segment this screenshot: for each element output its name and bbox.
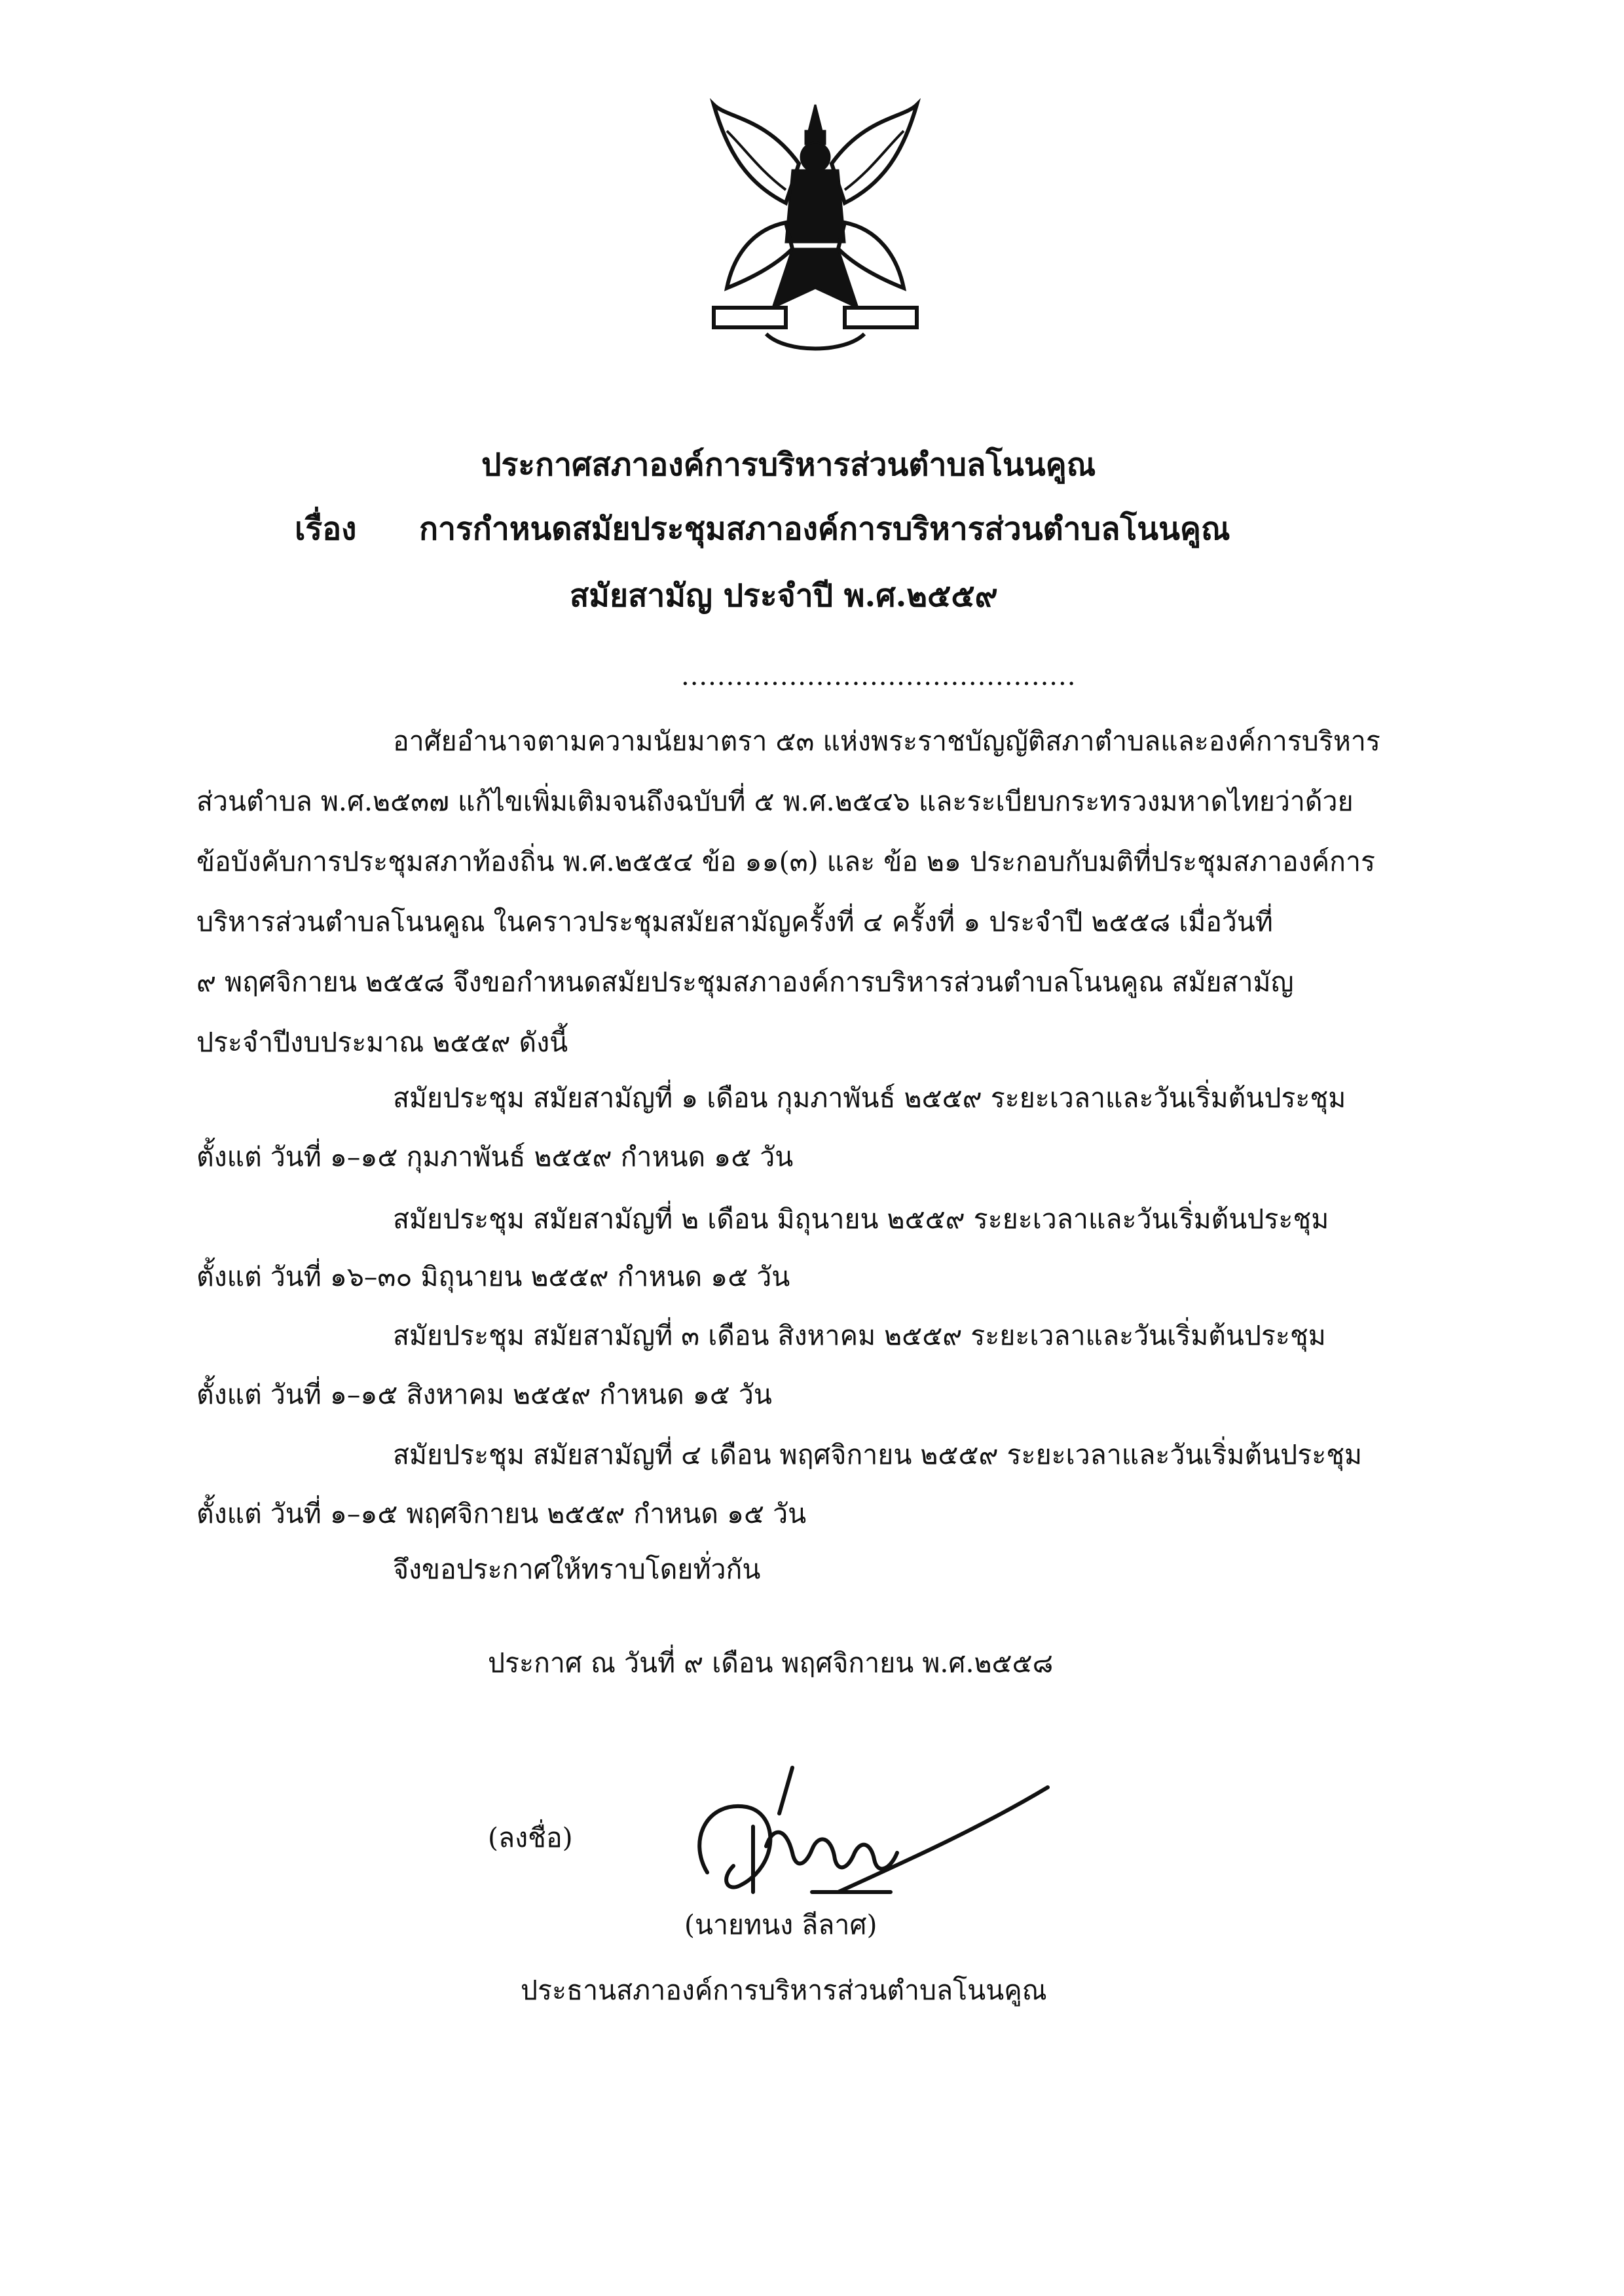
heading-separator: ............................................ — [681, 661, 1077, 691]
closing-text: จึงขอประกาศให้ทราบโดยทั่วกัน — [393, 1554, 761, 1585]
session-1-line2: ตั้งแต่ วันที่ ๑–๑๕ กุมภาพันธ์ ๒๕๕๙ กำหนด ๑๕ วัน — [196, 1141, 794, 1173]
garuda-emblem-icon — [688, 92, 943, 367]
subject-label: เรื่อง — [295, 511, 357, 547]
signature-label: (ลงชื่อ) — [488, 1822, 573, 1853]
announcement-date: ประกาศ ณ วันที่ ๙ เดือน พฤศจิกายน พ.ศ.๒๕๕๘ — [488, 1647, 1054, 1679]
subject-text: การกำหนดสมัยประชุมสภาองค์การบริหารส่วนตำบลโนนคูณ — [419, 511, 1230, 547]
session-3-line1: สมัยประชุม สมัยสามัญที่ ๓ เดือน สิงหาคม ๒๕๕๙ ระยะเวลาและวันเริ่มต้นประชุม — [393, 1320, 1326, 1351]
paragraph-line: ข้อบังคับการประชุมสภาท้องถิ่น พ.ศ.๒๕๕๔ ข้อ ๑๑(๓) และ ข้อ ๒๑ ประกอบกับมติที่ประชุมสภาองค์การ — [196, 846, 1375, 877]
announcement-title: ประกาศสภาองค์การบริหารส่วนตำบลโนนคูณ — [481, 446, 1096, 483]
paragraph-line: ส่วนตำบล พ.ศ.๒๕๓๗ แก้ไขเพิ่มเติมจนถึงฉบับที่ ๕ พ.ศ.๒๕๔๖ และระเบียบกระทรวงมหาดไทยว่าด้วย — [196, 786, 1354, 817]
signer-name: (นายทนง ลีลาศ) — [684, 1909, 877, 1941]
paragraph-line: ๙ พฤศจิกายน ๒๕๕๘ จึงขอกำหนดสมัยประชุมสภาองค์การบริหารส่วนตำบลโนนคูณ สมัยสามัญ — [196, 966, 1294, 998]
session-2-line1: สมัยประชุม สมัยสามัญที่ ๒ เดือน มิถุนายน ๒๕๕๙ ระยะเวลาและวันเริ่มต้นประชุม — [393, 1203, 1329, 1235]
session-4-line2: ตั้งแต่ วันที่ ๑–๑๕ พฤศจิกายน ๒๕๕๙ กำหนด ๑๕ วัน — [196, 1498, 807, 1529]
paragraph-line: ประจำปีงบประมาณ ๒๕๕๙ ดังนี้ — [196, 1027, 568, 1058]
session-3-line2: ตั้งแต่ วันที่ ๑–๑๕ สิงหาคม ๒๕๕๙ กำหนด ๑๕ วัน — [196, 1379, 772, 1410]
signer-position: ประธานสภาองค์การบริหารส่วนตำบลโนนคูณ — [521, 1975, 1047, 2006]
session-1-line1: สมัยประชุม สมัยสามัญที่ ๑ เดือน กุมภาพันธ์ ๒๕๕๙ ระยะเวลาและวันเริ่มต้นประชุม — [393, 1082, 1346, 1114]
paragraph-line: บริหารส่วนตำบลโนนคูณ ในคราวประชุมสมัยสามัญครั้งที่ ๔ ครั้งที่ ๑ ประจำปี ๒๕๕๘ เมื่อวันที่ — [196, 906, 1273, 938]
session-2-line2: ตั้งแต่ วันที่ ๑๖–๓๐ มิถุนายน ๒๕๕๙ กำหนด ๑๕ วัน — [196, 1261, 790, 1292]
session-4-line1: สมัยประชุม สมัยสามัญที่ ๔ เดือน พฤศจิกายน ๒๕๕๙ ระยะเวลาและวันเริ่มต้นประชุม — [393, 1439, 1363, 1470]
paragraph-line: อาศัยอำนาจตามความนัยมาตรา ๕๓ แห่งพระราชบัญญัติสภาตำบลและองค์การบริหาร — [393, 725, 1380, 757]
handwritten-signature — [681, 1761, 1061, 1925]
session-year-title: สมัยสามัญ ประจำปี พ.ศ.๒๕๕๙ — [570, 577, 998, 614]
